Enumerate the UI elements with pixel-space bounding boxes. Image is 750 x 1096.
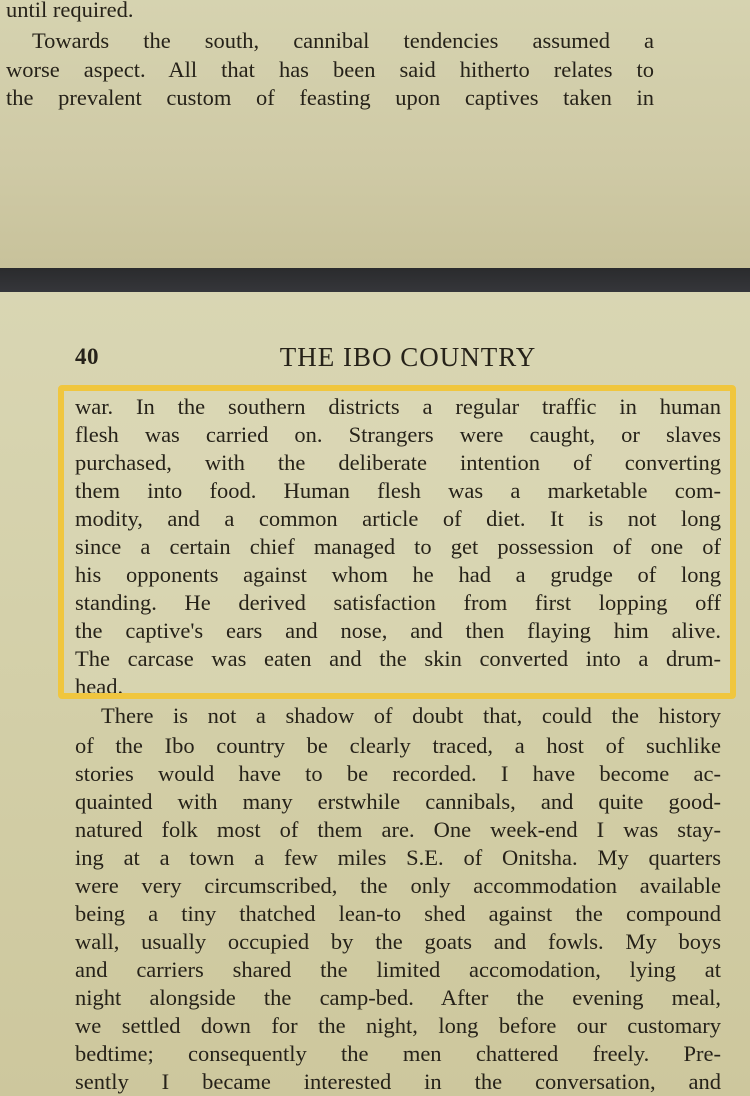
text-line: sently I became interested in the conversation, and — [75, 1069, 721, 1094]
page-header — [75, 342, 721, 376]
running-title: THE IBO COUNTRY — [279, 342, 537, 372]
text-line: war. In the southern districts a regular traffic in human — [75, 394, 721, 419]
text-line: the captive's ears and nose, and then flaying him alive. — [75, 618, 721, 643]
text-line: quainted with many erstwhile cannibals, and quite good- — [75, 789, 721, 814]
text-line: purchased, with the deliberate intention of converting — [75, 450, 721, 475]
page-number: 40 — [75, 344, 99, 369]
text-line: The carcase was eaten and the skin converted into a drum- — [75, 646, 721, 671]
page-divider — [0, 268, 750, 292]
text-line: standing. He derived satisfaction from first lopping off — [75, 590, 721, 615]
text-line: ing at a town a few miles S.E. of Onitsha. My quarters — [75, 845, 721, 870]
text-line: Towards the south, cannibal tendencies assumed a — [32, 28, 654, 53]
text-line: being a tiny thatched lean-to shed against the compound — [75, 901, 721, 926]
previous-page-fragment — [0, 0, 750, 268]
text-line: worse aspect. All that has been said hitherto relates to — [6, 57, 654, 82]
text-line: night alongside the camp-bed. After the evening meal, — [75, 985, 721, 1010]
text-line: bedtime; consequently the men chattered freely. Pre- — [75, 1041, 721, 1066]
text-line: There is not a shadow of doubt that, could the history — [101, 703, 721, 728]
text-line: natured folk most of them are. One week-end I was stay- — [75, 817, 721, 842]
text-line: stories would have to be recorded. I have become ac- — [75, 761, 721, 786]
text-line: head. — [75, 674, 124, 699]
text-line: and carriers shared the limited accomodation, lying at — [75, 957, 721, 982]
text-line: since a certain chief managed to get possession of one of — [75, 534, 721, 559]
current-page — [0, 292, 750, 1096]
text-line: the prevalent custom of feasting upon captives taken in — [6, 85, 654, 110]
text-line: until required. — [6, 0, 134, 22]
text-line: we settled down for the night, long before our customary — [75, 1013, 721, 1038]
text-line: them into food. Human flesh was a marketable com- — [75, 478, 721, 503]
text-line: modity, and a common article of diet. It is not long — [75, 506, 721, 531]
text-line: of the Ibo country be clearly traced, a host of suchlike — [75, 733, 721, 758]
text-line: his opponents against whom he had a grudge of long — [75, 562, 721, 587]
text-line: were very circumscribed, the only accommodation available — [75, 873, 721, 898]
text-line: wall, usually occupied by the goats and fowls. My boys — [75, 929, 721, 954]
text-line: flesh was carried on. Strangers were caught, or slaves — [75, 422, 721, 447]
